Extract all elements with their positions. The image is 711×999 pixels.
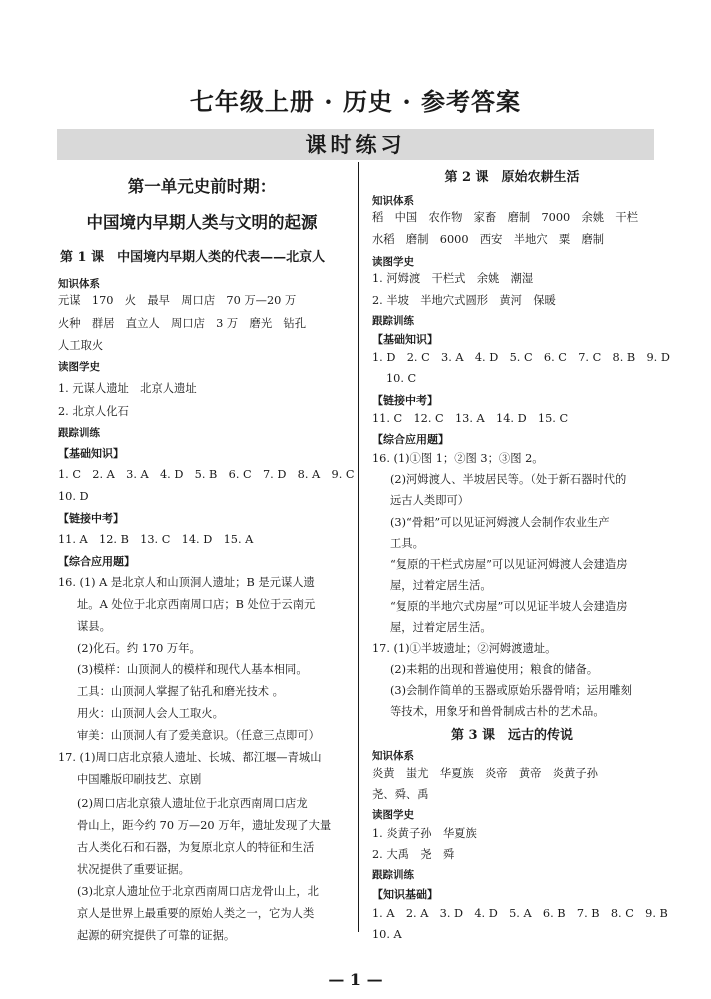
text-line: (2)化石。约 170 万年。 <box>77 642 201 655</box>
unit-heading-line1: 第一单元史前时期： <box>127 177 277 196</box>
text-line: (3)会制作简单的玉器或原始乐器骨哨；运用雕刻 <box>390 684 632 697</box>
text-line: 谋县。 <box>77 620 111 633</box>
text-line: 16. (1) A 是北京人和山顶洞人遗址；B 是元谋人遗 <box>58 576 315 589</box>
answer-line: 11. A 12. B 13. C 14. D 15. A <box>58 533 254 546</box>
subsection-label: 【基础知识】 <box>372 333 438 346</box>
section-label: 知识体系 <box>372 750 414 762</box>
text-line: 中国雕版印刷技艺、京剧 <box>77 773 202 786</box>
section-label: 知识体系 <box>372 195 414 207</box>
banner-title: 课时练习 <box>305 132 406 157</box>
section-label: 读图学史 <box>372 256 414 268</box>
text-line: 人工取火 <box>58 339 104 352</box>
text-line: 址。A 处位于北京西南周口店；B 处位于云南元 <box>77 598 316 611</box>
answer-line: 1. A 2. A 3. D 4. D 5. A 6. B 7. B 8. C 9. B <box>372 907 668 920</box>
lesson-heading: 第 2 课 原始农耕生活 <box>444 170 580 185</box>
text-line: (2)河姆渡人、半坡居民等。（处于新石器时代的 <box>390 473 627 486</box>
subsection-label: 【链接中考】 <box>372 394 438 407</box>
section-banner <box>57 129 654 160</box>
lesson-heading: 第 3 课 远古的传说 <box>450 728 574 743</box>
text-line: “复原的干栏式房屋”可以见证河姆渡人会建造房 <box>390 558 628 571</box>
text-line: (3)模样：山顶洞人的模样和现代人基本相同。 <box>77 663 308 676</box>
text-line: 起源的研究提供了可靠的证据。 <box>77 929 236 942</box>
subsection-label: 【综合应用题】 <box>372 433 449 446</box>
text-line: 用火：山顶洞人会人工取火。 <box>77 707 224 720</box>
text-line: 1. 炎黄子孙 华夏族 <box>372 827 477 840</box>
section-label: 跟踪训练 <box>372 869 414 881</box>
text-line: 工具：山顶洞人掌握了钻孔和磨光技术 。 <box>77 685 284 698</box>
section-label: 知识体系 <box>58 278 100 290</box>
text-line: 2. 半坡 半地穴式圆形 黄河 保暖 <box>372 294 556 307</box>
answer-line: 11. C 12. C 13. A 14. D 15. C <box>372 412 569 425</box>
page-number: — 1 — <box>328 970 383 989</box>
text-line: “复原的半地穴式房屋”可以见证半坡人会建造房 <box>390 600 628 613</box>
text-line: 炎黄 蚩尤 华夏族 炎帝 黄帝 炎黄子孙 <box>372 767 598 780</box>
text-line: 17. (1)①半坡遗址；②河姆渡遗址。 <box>372 642 557 655</box>
text-line: 尧、舜、禹 <box>372 788 429 801</box>
subsection-label: 【基础知识】 <box>58 447 124 460</box>
text-line: 京人是世界上最重要的原始人类之一，它为人类 <box>77 907 315 920</box>
text-line: 远古人类即可） <box>390 494 470 507</box>
section-label: 跟踪训练 <box>58 427 100 439</box>
unit-heading-line2: 中国境内早期人类与文明的起源 <box>86 213 318 232</box>
text-line: 火种 群居 直立人 周口店 3 万 磨光 钻孔 <box>58 317 307 330</box>
text-line: 1. 河姆渡 干栏式 余姚 潮湿 <box>372 272 534 285</box>
section-label: 跟踪训练 <box>372 315 414 327</box>
text-line: 元谋 170 火 最早 周口店 70 万—20 万 <box>58 294 297 307</box>
answer-line: 10. A <box>372 928 402 941</box>
text-line: 古人类化石和石器，为复原北京人的特征和生活 <box>77 841 315 854</box>
text-line: 2. 大禹 尧 舜 <box>372 848 455 861</box>
text-line: 1. 元谋人遗址 北京人遗址 <box>58 382 197 395</box>
text-line: 2. 北京人化石 <box>58 405 129 418</box>
text-line: 审美：山顶洞人有了爱美意识。（任意三点即可） <box>77 729 320 742</box>
section-label: 读图学史 <box>372 809 414 821</box>
answer-line: 1. D 2. C 3. A 4. D 5. C 6. C 7. C 8. B 9. D <box>372 351 670 364</box>
answer-line: 10. C <box>386 372 417 385</box>
answer-line: 10. D <box>58 490 89 503</box>
text-line: (3)“骨耜”可以见证河姆渡人会制作农业生产 <box>390 516 610 529</box>
subsection-label: 【链接中考】 <box>58 512 124 525</box>
lesson-heading: 第 1 课 中国境内早期人类的代表——北京人 <box>60 250 326 265</box>
text-line: 工具。 <box>390 537 424 550</box>
answer-line: 1. C 2. A 3. A 4. D 5. B 6. C 7. D 8. A 9. C <box>58 468 355 481</box>
column-divider <box>358 162 359 932</box>
text-line: 状况提供了重要证据。 <box>77 863 190 876</box>
text-line: 水稻 磨制 6000 西安 半地穴 粟 磨制 <box>372 233 605 246</box>
text-line: 屋，过着定居生活。 <box>390 579 492 592</box>
page-title: 七年级上册 · 历史 · 参考答案 <box>189 87 522 116</box>
text-line: 骨山上，距今约 70 万—20 万年，遗址发现了大量 <box>77 819 332 832</box>
text-line: 屋，过着定居生活。 <box>390 621 492 634</box>
text-line: 16. (1)①图 1；②图 3；③图 2。 <box>372 452 544 465</box>
text-line: 等技术，用象牙和兽骨制成古朴的艺术品。 <box>390 705 605 718</box>
section-label: 读图学史 <box>58 361 100 373</box>
text-line: (2)耒耜的出现和普遍使用；粮食的储备。 <box>390 663 599 676</box>
text-line: 17. (1)周口店北京猿人遗址、长城、都江堰—青城山 <box>58 751 322 764</box>
text-line: (3)北京人遗址位于北京西南周口店龙骨山上，北 <box>77 885 319 898</box>
text-line: (2)周口店北京猿人遗址位于北京西南周口店龙 <box>77 797 308 810</box>
text-line: 稻 中国 农作物 家畜 磨制 7000 余姚 干栏 <box>372 211 638 224</box>
subsection-label: 【知识基础】 <box>372 888 438 901</box>
subsection-label: 【综合应用题】 <box>58 555 135 568</box>
